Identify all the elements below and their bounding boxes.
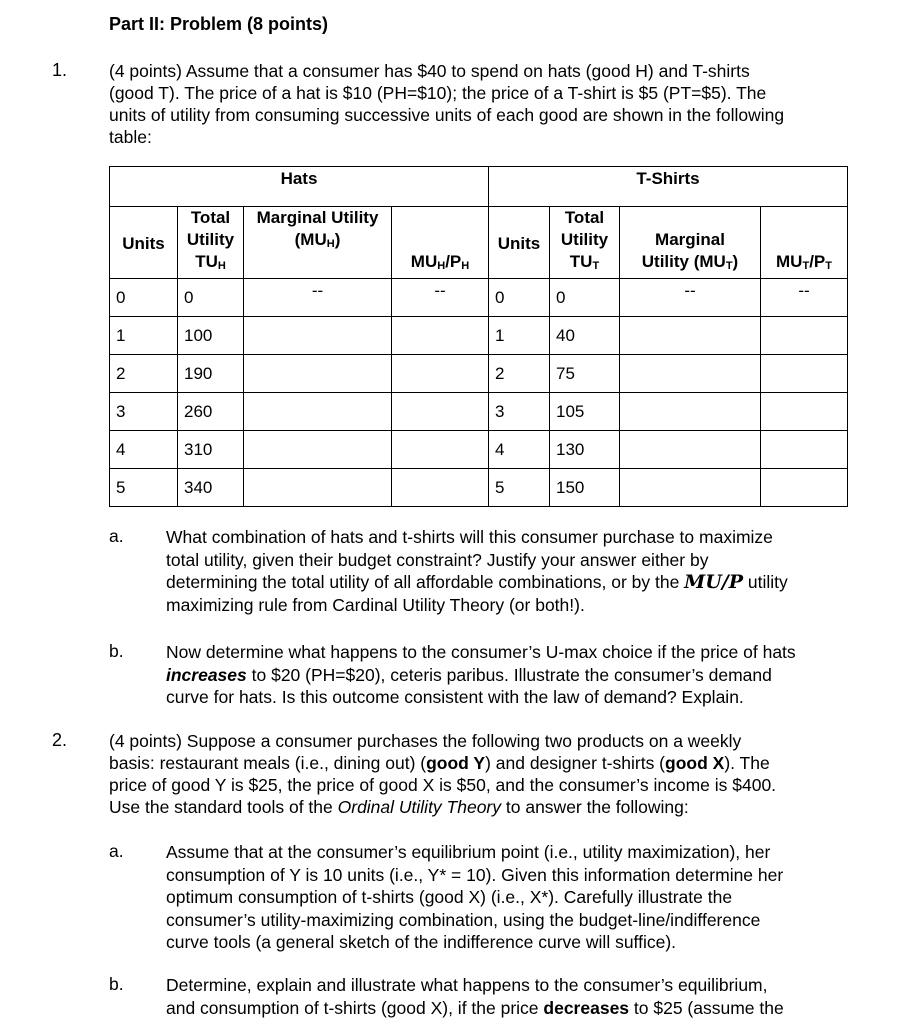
hats-units-cell: 0 xyxy=(110,279,178,317)
tshirts-units-cell: 0 xyxy=(489,279,550,317)
hats-units-cell: 2 xyxy=(110,355,178,393)
hats-mu-per-price-header xyxy=(392,207,489,279)
header-label: TU xyxy=(195,252,218,271)
header-label: (MU xyxy=(294,230,327,249)
header-label: MU xyxy=(410,252,438,271)
question-1a-line: maximizing rule from Cardinal Utility Theory (or both!). xyxy=(166,594,585,615)
hats-mu-per-price-cell: -- xyxy=(392,279,489,317)
hats-marginal-utility-cell xyxy=(244,317,392,355)
question-1-line: (4 points) Assume that a consumer has $40 to spend on hats (good H) and T-shirts xyxy=(109,61,750,81)
tshirts-units-cell: 3 xyxy=(489,393,550,431)
tshirts-total-utility-cell: 105 xyxy=(550,393,620,431)
hats-total-utility-cell: 100 xyxy=(178,317,244,355)
question-2a-text xyxy=(166,841,891,954)
question-1b-line xyxy=(166,664,886,687)
question-2b-letter: b. xyxy=(109,974,124,994)
header-label: Marginal Utility xyxy=(256,208,379,227)
tshirts-mu-per-price-cell xyxy=(761,355,848,393)
hats-mu-per-price-cell xyxy=(392,355,489,393)
hats-marginal-utility-cell xyxy=(244,431,392,469)
question-2-line: (4 points) Suppose a consumer purchases the following two products on a weekly xyxy=(109,731,742,751)
table-column-header-row xyxy=(110,207,848,279)
hats-total-utility-cell: 310 xyxy=(178,431,244,469)
header-label: TU xyxy=(569,252,593,271)
text-run: Use the standard tools of the xyxy=(109,797,338,817)
hats-marginal-utility-cell xyxy=(244,393,392,431)
tshirts-marginal-utility-cell xyxy=(620,317,761,355)
tshirts-marginal-utility-cell xyxy=(620,355,761,393)
tshirts-group-header: T-Shirts xyxy=(489,167,848,207)
hats-units-cell: 4 xyxy=(110,431,178,469)
header-label: ) xyxy=(334,230,341,249)
table-row xyxy=(110,355,848,393)
question-2b-text xyxy=(166,974,891,1019)
emphasis-good-x: good X xyxy=(665,753,725,773)
text-run: to $25 (assume the xyxy=(629,997,784,1018)
text-run: to $20 (PH=$20), ceteris paribus. Illustrate the consumer’s demand xyxy=(246,664,772,685)
question-2b-line xyxy=(166,997,891,1020)
question-2a-line: consumption of Y is 10 units (i.e., Y* = 10). Given this information determine her xyxy=(166,864,784,885)
tshirts-total-utility-header xyxy=(550,207,620,279)
question-2a-line: Assume that at the consumer’s equilibrium point (i.e., utility maximization), her xyxy=(166,842,771,862)
question-1a-line: total utility, given their budget constraint? Justify your answer either by xyxy=(166,549,709,570)
question-1a-letter: a. xyxy=(109,526,124,546)
table-group-header-row xyxy=(110,167,848,207)
question-2-text xyxy=(109,730,889,818)
question-2a-line: curve tools (a general sketch of the indifference curve will suffice). xyxy=(166,932,677,952)
question-2a-line: optimum consumption of t-shirts (good X) (i.e., X*). Carefully illustrate the xyxy=(166,887,733,907)
hats-mu-per-price-cell xyxy=(392,469,489,507)
table-row xyxy=(110,431,848,469)
question-2a-letter: a. xyxy=(109,841,124,861)
question-1a-line: What combination of hats and t-shirts will this consumer purchase to maximize xyxy=(166,527,773,547)
question-1-text xyxy=(109,60,889,148)
text-run: ). The xyxy=(724,753,770,773)
header-label: Utility xyxy=(560,230,609,249)
tshirts-mu-per-price-cell xyxy=(761,431,848,469)
emphasis-decreases: decreases xyxy=(543,997,630,1018)
text-run: to answer the following: xyxy=(501,797,689,817)
header-label: MU xyxy=(776,252,803,271)
header-subscript: H xyxy=(437,260,446,272)
tshirts-mu-per-price-cell xyxy=(761,393,848,431)
question-2-number: 2. xyxy=(52,730,68,750)
hats-units-cell: 5 xyxy=(110,469,178,507)
question-2b-line: Determine, explain and illustrate what happens to the consumer’s equilibrium, xyxy=(166,975,768,995)
header-subscript: T xyxy=(592,260,600,272)
header-label: Total xyxy=(190,208,231,227)
tshirts-marginal-utility-cell: -- xyxy=(620,279,761,317)
tshirts-mu-per-price-cell xyxy=(761,317,848,355)
hats-mu-per-price-cell xyxy=(392,393,489,431)
question-1a-text xyxy=(166,526,886,616)
hats-units-cell: 1 xyxy=(110,317,178,355)
question-1b-letter: b. xyxy=(109,641,124,661)
emphasis-good-y: good Y xyxy=(426,753,486,773)
header-label: /P xyxy=(809,252,826,271)
header-label: Total xyxy=(564,208,605,227)
tshirts-total-utility-cell: 130 xyxy=(550,431,620,469)
utility-table xyxy=(109,166,848,507)
tshirts-total-utility-cell: 40 xyxy=(550,317,620,355)
hats-total-utility-header xyxy=(178,207,244,279)
header-label: /P xyxy=(445,252,462,271)
mu-per-p-formula: MU/P xyxy=(684,571,743,593)
table-row xyxy=(110,393,848,431)
hats-marginal-utility-cell xyxy=(244,355,392,393)
question-1-line: units of utility from consuming successive units of each good are shown in the following xyxy=(109,105,785,125)
hats-units-cell: 3 xyxy=(110,393,178,431)
question-1b-line: curve for hats. Is this outcome consistent with the law of demand? Explain. xyxy=(166,687,744,707)
part-title: Part II: Problem (8 points) xyxy=(109,14,329,34)
tshirts-units-cell: 4 xyxy=(489,431,550,469)
hats-total-utility-cell: 340 xyxy=(178,469,244,507)
tshirts-total-utility-cell: 150 xyxy=(550,469,620,507)
header-label: Utility xyxy=(186,230,235,249)
question-1b-text xyxy=(166,641,886,709)
header-subscript: T xyxy=(725,260,733,272)
emphasis-increases: increases xyxy=(166,664,247,685)
header-label: Units xyxy=(122,234,165,253)
header-label: Utility (MU xyxy=(641,252,726,271)
tshirts-units-cell: 2 xyxy=(489,355,550,393)
table-row xyxy=(110,279,848,317)
tshirts-total-utility-cell: 0 xyxy=(550,279,620,317)
question-1-line: table: xyxy=(109,127,152,147)
text-run: ) and designer t-shirts ( xyxy=(485,753,666,773)
text-run: basis: restaurant meals (i.e., dining out) ( xyxy=(109,753,427,773)
question-2-line xyxy=(109,796,889,818)
header-subscript: H xyxy=(217,260,226,272)
header-label: ) xyxy=(732,252,739,271)
hats-mu-per-price-cell xyxy=(392,431,489,469)
question-2-line xyxy=(109,752,889,774)
text-run: utility xyxy=(743,572,788,592)
tshirts-units-cell: 1 xyxy=(489,317,550,355)
tshirts-marginal-utility-cell xyxy=(620,469,761,507)
question-1a-line xyxy=(166,571,886,594)
text-run: and consumption of t-shirts (good X), if the price xyxy=(166,997,544,1018)
header-subscript: H xyxy=(461,260,470,272)
tshirts-total-utility-cell: 75 xyxy=(550,355,620,393)
tshirts-units-header xyxy=(489,207,550,279)
question-2-line: price of good Y is $25, the price of good X is $50, and the consumer’s income is $400. xyxy=(109,775,777,795)
hats-marginal-utility-header xyxy=(244,207,392,279)
header-label: Marginal xyxy=(655,230,725,249)
tshirts-marginal-utility-cell xyxy=(620,393,761,431)
table-row xyxy=(110,317,848,355)
question-1-number: 1. xyxy=(52,60,68,80)
question-1b-line: Now determine what happens to the consumer’s U-max choice if the price of hats xyxy=(166,642,796,662)
tshirts-mu-per-price-cell: -- xyxy=(761,279,848,317)
tshirts-marginal-utility-cell xyxy=(620,431,761,469)
tshirts-mu-per-price-header xyxy=(761,207,848,279)
hats-total-utility-cell: 190 xyxy=(178,355,244,393)
hats-mu-per-price-cell xyxy=(392,317,489,355)
header-subscript: H xyxy=(326,238,335,250)
header-label: Units xyxy=(497,234,541,253)
hats-marginal-utility-cell: -- xyxy=(244,279,392,317)
emphasis-ordinal-utility: Ordinal Utility Theory xyxy=(337,797,502,817)
text-run: determining the total utility of all affordable combinations, or by the xyxy=(166,572,685,592)
table-row xyxy=(110,469,848,507)
tshirts-units-cell: 5 xyxy=(489,469,550,507)
question-2a-line: consumer’s utility-maximizing combination, using the budget-line/indifference xyxy=(166,909,761,930)
header-subscript: T xyxy=(825,260,832,272)
hats-total-utility-cell: 0 xyxy=(178,279,244,317)
tshirts-mu-per-price-cell xyxy=(761,469,848,507)
hats-marginal-utility-cell xyxy=(244,469,392,507)
hats-total-utility-cell: 260 xyxy=(178,393,244,431)
question-1-line: (good T). The price of a hat is $10 (PH=$10); the price of a T-shirt is $5 (PT=$5). The xyxy=(109,83,767,103)
tshirts-marginal-utility-header xyxy=(620,207,761,279)
header-subscript: T xyxy=(802,260,810,272)
hats-units-header xyxy=(110,207,178,279)
hats-group-header: Hats xyxy=(110,167,489,207)
